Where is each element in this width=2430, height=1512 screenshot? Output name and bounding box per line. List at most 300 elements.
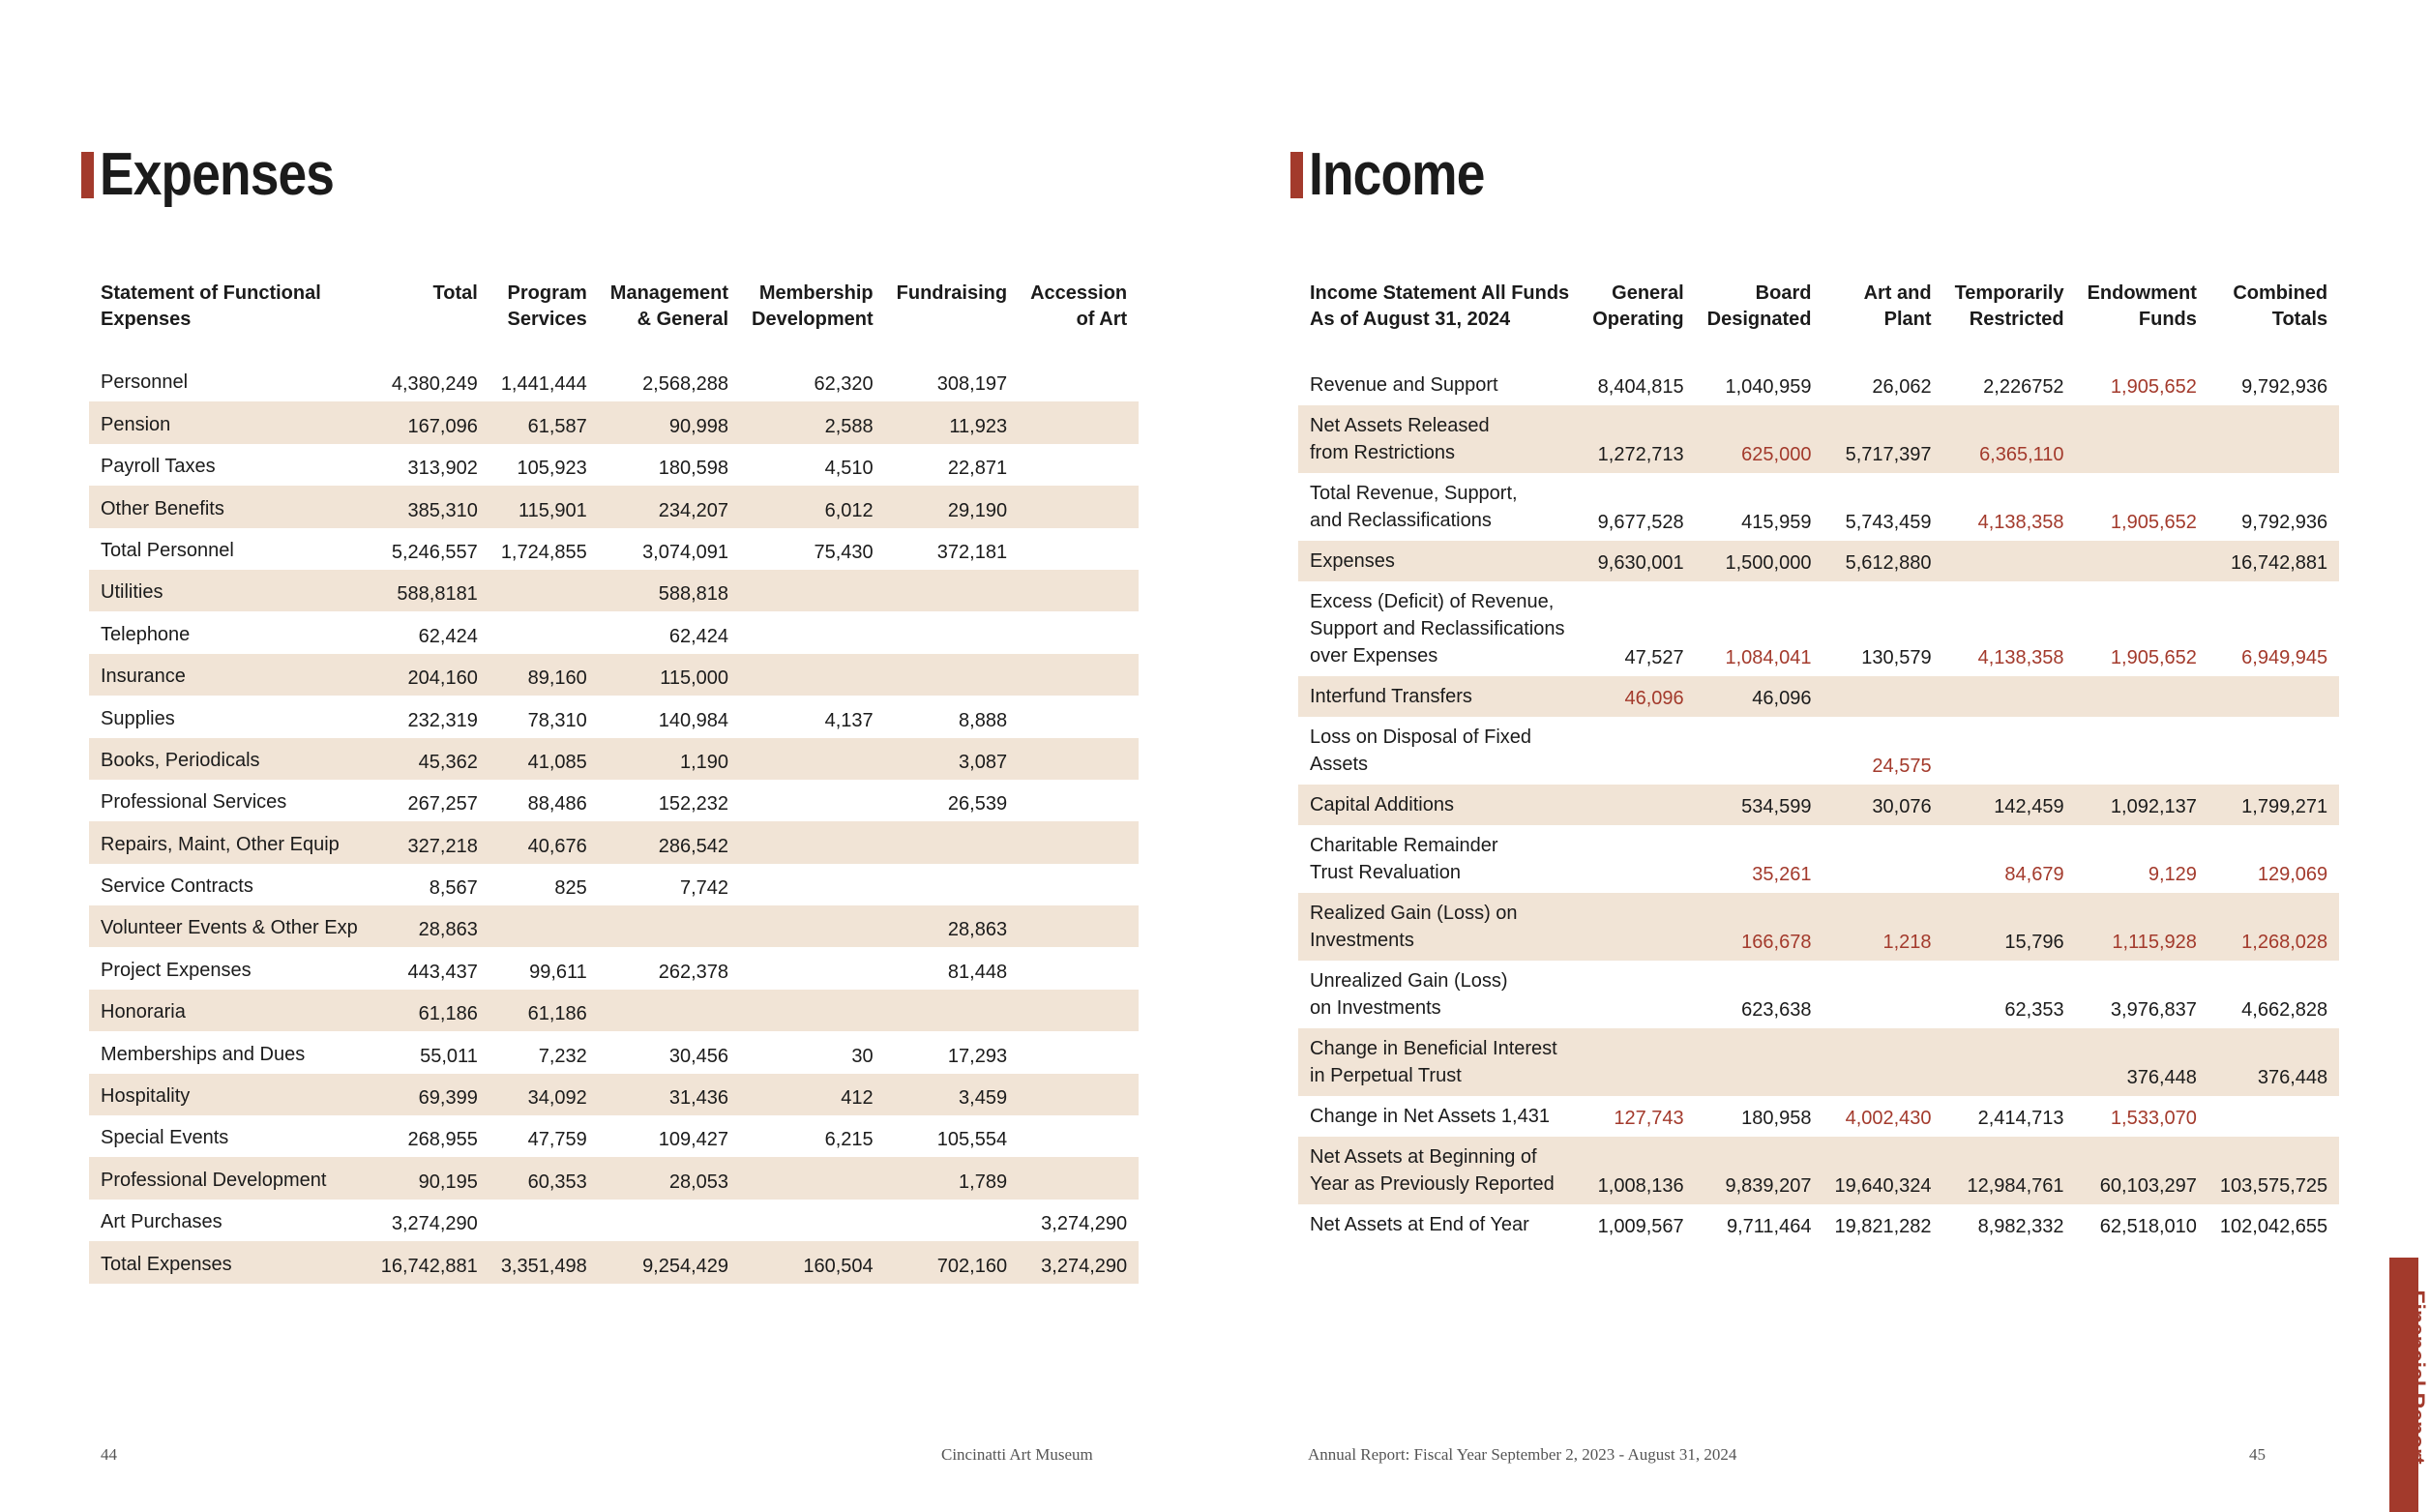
cell-value: 62,424	[668, 625, 729, 647]
cell-value: 2,414,713	[1977, 1108, 2064, 1129]
cell-value	[740, 570, 885, 611]
text-line: Support and Reclassifications	[1310, 618, 1565, 639]
row-label: Pension	[89, 401, 370, 443]
cell-value: 376,448	[2076, 1028, 2208, 1096]
cell-value: 34,092	[489, 1074, 599, 1115]
row-label: Payroll Taxes	[101, 456, 216, 478]
table-row	[1298, 717, 2339, 785]
cell-value: 588,818	[599, 570, 740, 611]
expenses-title: Expenses	[100, 141, 335, 208]
cell-value: 99,611	[529, 961, 587, 983]
cell-value: 22,871	[947, 458, 1008, 480]
text-line: Accession	[1030, 282, 1128, 304]
cell-value	[1019, 1115, 1139, 1157]
table-row	[89, 611, 1139, 653]
cell-value: 61,587	[489, 401, 599, 443]
cell-value: 9,630,001	[1581, 541, 1695, 581]
cell-value: 1,008,136	[1581, 1137, 1695, 1204]
cell-value: 28,863	[885, 905, 1019, 947]
text-line: Change in Net Assets 1,431	[1310, 1106, 1550, 1127]
cell-value	[1581, 961, 1695, 1028]
table-row	[1298, 473, 2339, 541]
text-line: on Investments	[1310, 997, 1441, 1019]
cell-value: 103,575,725	[2208, 1137, 2339, 1204]
cell-value	[1019, 654, 1139, 696]
table-row	[89, 444, 1139, 486]
cell-value: 702,160	[885, 1241, 1019, 1283]
cell-value: 1,115,928	[2076, 893, 2208, 961]
accent-bar	[1290, 152, 1303, 198]
cell-value: 142,459	[1943, 785, 2076, 825]
cell-value: 1,218	[1822, 893, 1942, 961]
cell-value	[885, 570, 1019, 611]
table-row	[89, 1241, 1139, 1283]
cell-value: 180,958	[1741, 1108, 1812, 1129]
table-row	[1298, 365, 2339, 405]
text-line: Realized Gain (Loss) on	[1310, 903, 1518, 924]
cell-value: 1,190	[599, 738, 740, 780]
cell-value: 152,232	[658, 793, 729, 815]
text-line: over Expenses	[1310, 645, 1438, 667]
cell-value: 6,365,110	[1943, 405, 2076, 473]
cell-value: 3,459	[885, 1074, 1019, 1115]
table-row	[89, 1074, 1139, 1115]
right-footer-text: Annual Report: Fiscal Year September 2, 2023 - August 31, 2024	[1308, 1445, 1737, 1464]
row-label	[1298, 581, 1581, 676]
cell-value: 28,863	[370, 905, 489, 947]
column-header	[1298, 281, 1581, 365]
expenses-table-body	[89, 360, 1139, 1284]
cell-value: 89,160	[489, 654, 599, 696]
cell-value: 376,448	[2208, 1028, 2339, 1096]
cell-value: 5,743,459	[1845, 512, 1932, 533]
table-row	[1298, 581, 2339, 676]
cell-value: 4,138,358	[1977, 512, 2064, 533]
cell-value	[885, 1200, 1019, 1241]
cell-value: 7,742	[679, 877, 729, 900]
row-label: Service Contracts	[101, 875, 253, 898]
cell-value	[1019, 360, 1139, 401]
text-line: Totals	[2271, 309, 2328, 330]
cell-value	[1019, 570, 1139, 611]
cell-value: 825	[554, 877, 587, 900]
cell-value	[599, 1200, 740, 1241]
income-title: Income	[1309, 141, 1485, 208]
cell-value	[740, 990, 885, 1031]
cell-value	[1581, 785, 1695, 825]
cell-value: 267,257	[407, 793, 478, 815]
table-row	[89, 821, 1139, 863]
column-header	[2076, 281, 2208, 365]
cell-value	[1019, 611, 1139, 653]
text-line: Capital Additions	[1310, 794, 1454, 815]
cell-value	[740, 611, 885, 653]
text-line: Net Assets at Beginning of	[1310, 1146, 1537, 1168]
cell-value	[740, 654, 885, 696]
text-line: Investments	[1310, 930, 1414, 951]
cell-value: 1,268,028	[2208, 893, 2339, 961]
cell-value	[599, 905, 740, 947]
cell-value	[1019, 780, 1139, 821]
text-line: Program	[507, 282, 587, 304]
cell-value: 180,598	[658, 458, 729, 480]
income-table	[1298, 281, 2339, 1245]
cell-value: 6,012	[740, 486, 885, 527]
cell-value: 8,982,332	[1977, 1216, 2064, 1237]
row-label: Art Purchases	[101, 1211, 222, 1233]
cell-value	[740, 864, 885, 905]
row-label	[1298, 961, 1581, 1028]
table-row	[89, 360, 1139, 401]
cell-value: 30,456	[668, 1045, 729, 1067]
cell-value: 385,310	[370, 486, 489, 527]
cell-value: 1,500,000	[1696, 541, 1823, 581]
table-row	[89, 990, 1139, 1031]
cell-value: 268,955	[407, 1129, 478, 1151]
cell-value: 46,096	[1581, 676, 1695, 717]
cell-value	[1943, 676, 2076, 717]
cell-value	[1019, 696, 1139, 737]
cell-value	[740, 1200, 885, 1241]
text-line: Board	[1755, 282, 1812, 304]
cell-value: 105,554	[936, 1129, 1008, 1151]
cell-value	[885, 864, 1019, 905]
cell-value: 115,000	[599, 654, 740, 696]
text-line: Statement of Functional	[101, 282, 321, 304]
cell-value: 61,186	[370, 990, 489, 1031]
cell-value: 9,254,429	[599, 1241, 740, 1283]
row-label: Books, Periodicals	[89, 738, 370, 780]
row-label: Volunteer Events & Other Exp	[89, 905, 370, 947]
expenses-table-header	[89, 281, 1139, 360]
cell-value: 8,567	[429, 877, 478, 900]
cell-value: 3,274,290	[1041, 1213, 1128, 1235]
cell-value: 88,486	[527, 793, 587, 815]
cell-value: 9,129	[2148, 864, 2197, 885]
column-header	[1943, 281, 2076, 365]
cell-value: 3,351,498	[489, 1241, 599, 1283]
text-line: General	[1612, 282, 1684, 304]
text-line: Fundraising	[896, 282, 1008, 304]
cell-value: 443,437	[407, 961, 478, 983]
text-line: Total	[432, 282, 478, 304]
cell-value: 11,923	[885, 401, 1019, 443]
text-line: Total Revenue, Support,	[1310, 483, 1518, 504]
cell-value: 6,949,945	[2241, 647, 2328, 668]
text-line: Expenses	[1310, 550, 1395, 572]
text-line: Revenue and Support	[1310, 374, 1498, 396]
cell-value: 30	[851, 1045, 874, 1067]
text-line: Endowment	[2087, 282, 2197, 304]
cell-value: 372,181	[936, 541, 1008, 563]
column-header	[740, 281, 885, 360]
income-heading	[1290, 141, 1513, 209]
row-label: Honoraria	[89, 990, 370, 1031]
column-header	[885, 281, 1019, 360]
cell-value: 167,096	[370, 401, 489, 443]
text-line: Trust Revaluation	[1310, 862, 1461, 883]
cell-value: 232,319	[407, 709, 478, 731]
cell-value: 1,533,070	[2110, 1108, 2197, 1129]
cell-value: 160,504	[740, 1241, 885, 1283]
cell-value	[2076, 676, 2208, 717]
cell-value: 102,042,655	[2219, 1216, 2328, 1237]
row-label: Hospitality	[89, 1074, 370, 1115]
cell-value: 234,207	[599, 486, 740, 527]
cell-value: 3,087	[885, 738, 1019, 780]
row-label	[1298, 1204, 1581, 1245]
cell-value: 166,678	[1696, 893, 1823, 961]
row-label	[1298, 1096, 1581, 1137]
cell-value: 2,588	[740, 401, 885, 443]
cell-value	[1696, 717, 1823, 785]
cell-value: 84,679	[2004, 864, 2064, 885]
cell-value: 1,799,271	[2208, 785, 2339, 825]
cell-value: 4,510	[824, 458, 874, 480]
cell-value: 5,717,397	[1822, 405, 1942, 473]
table-row	[1298, 676, 2339, 717]
cell-value	[1019, 444, 1139, 486]
left-footer-text: Cincinatti Art Museum	[941, 1445, 1093, 1464]
cell-value: 60,103,297	[2076, 1137, 2208, 1204]
row-label	[1298, 541, 1581, 581]
cell-value: 16,742,881	[2208, 541, 2339, 581]
table-row	[1298, 1028, 2339, 1096]
cell-value	[1019, 821, 1139, 863]
cell-value	[1822, 1028, 1942, 1096]
cell-value: 16,742,881	[370, 1241, 489, 1283]
row-label: Project Expenses	[101, 959, 252, 981]
cell-value: 286,542	[599, 821, 740, 863]
cell-value: 1,084,041	[1725, 647, 1812, 668]
cell-value	[1019, 947, 1139, 989]
column-header	[89, 281, 370, 360]
text-line: from Restrictions	[1310, 442, 1456, 463]
cell-value: 625,000	[1696, 405, 1823, 473]
cell-value: 46,096	[1696, 676, 1823, 717]
row-label: Repairs, Maint, Other Equip	[89, 821, 370, 863]
table-row	[89, 654, 1139, 696]
row-label: Total Personnel	[101, 539, 234, 561]
cell-value: 3,976,837	[2110, 999, 2197, 1021]
cell-value: 204,160	[370, 654, 489, 696]
cell-value: 327,218	[370, 821, 489, 863]
cell-value	[885, 654, 1019, 696]
text-line: Year as Previously Reported	[1310, 1173, 1555, 1195]
cell-value	[740, 905, 885, 947]
cell-value	[1943, 1028, 2076, 1096]
row-label: Total Expenses	[89, 1241, 370, 1283]
cell-value: 55,011	[420, 1045, 478, 1067]
expenses-heading	[81, 141, 372, 209]
table-row	[1298, 405, 2339, 473]
cell-value: 9,677,528	[1597, 512, 1684, 533]
row-label	[1298, 893, 1581, 961]
row-label: Utilities	[89, 570, 370, 611]
cell-value: 26,062	[1872, 376, 1932, 398]
cell-value	[1019, 1074, 1139, 1115]
cell-value: 1,724,855	[500, 541, 587, 563]
cell-value: 24,575	[1872, 756, 1932, 777]
table-row	[89, 947, 1139, 989]
text-line: Membership	[758, 282, 874, 304]
cell-value: 1,905,652	[2110, 647, 2197, 668]
income-table-header	[1298, 281, 2339, 365]
cell-value: 9,839,207	[1696, 1137, 1823, 1204]
cell-value	[1581, 1028, 1695, 1096]
expenses-table	[89, 281, 1139, 1284]
column-header	[1019, 281, 1139, 360]
cell-value: 415,959	[1741, 512, 1812, 533]
cell-value: 35,261	[1752, 864, 1812, 885]
cell-value: 1,905,652	[2110, 376, 2197, 398]
cell-value: 78,310	[527, 709, 587, 731]
table-row	[89, 486, 1139, 527]
cell-value	[489, 570, 599, 611]
cell-value	[1696, 1028, 1823, 1096]
row-label	[1298, 717, 1581, 785]
table-row	[1298, 961, 2339, 1028]
text-line: Expenses	[101, 309, 192, 330]
cell-value	[740, 738, 885, 780]
cell-value: 3,274,290	[391, 1213, 478, 1235]
table-row	[1298, 541, 2339, 581]
text-line: in Perpetual Trust	[1310, 1065, 1462, 1086]
cell-value: 1,441,444	[500, 373, 587, 396]
cell-value: 1,789	[885, 1157, 1019, 1199]
cell-value: 69,399	[370, 1074, 489, 1115]
text-line: Excess (Deficit) of Revenue,	[1310, 591, 1555, 612]
cell-value	[1581, 825, 1695, 893]
cell-value: 3,274,290	[1019, 1241, 1139, 1283]
cell-value: 41,085	[489, 738, 599, 780]
cell-value: 4,002,430	[1845, 1108, 1932, 1129]
cell-value: 308,197	[936, 373, 1008, 396]
text-line: Services	[507, 309, 587, 330]
cell-value	[489, 611, 599, 653]
income-table-body	[1298, 365, 2339, 1245]
cell-value: 1,009,567	[1597, 1216, 1684, 1237]
row-label: Professional Services	[101, 791, 287, 814]
cell-value: 129,069	[2257, 864, 2328, 885]
cell-value	[1581, 893, 1695, 961]
table-row	[89, 1115, 1139, 1157]
cell-value: 4,380,249	[391, 373, 478, 396]
cell-value	[885, 611, 1019, 653]
cell-value: 90,195	[370, 1157, 489, 1199]
cell-value: 534,599	[1696, 785, 1823, 825]
text-line: Restricted	[1969, 309, 2064, 330]
cell-value	[1943, 717, 2076, 785]
cell-value: 1,040,959	[1725, 376, 1812, 398]
cell-value: 588,8181	[370, 570, 489, 611]
cell-value: 4,137	[824, 709, 874, 731]
cell-value	[489, 1200, 599, 1241]
cell-value: 3,074,091	[642, 541, 729, 563]
cell-value: 47,759	[527, 1129, 587, 1151]
text-line: Charitable Remainder	[1310, 835, 1498, 856]
column-header	[599, 281, 740, 360]
cell-value: 60,353	[489, 1157, 599, 1199]
column-header	[370, 281, 489, 360]
row-label	[1298, 1137, 1581, 1204]
cell-value: 105,923	[517, 458, 587, 480]
text-line: Funds	[2138, 309, 2197, 330]
cell-value	[1943, 541, 2076, 581]
column-header	[489, 281, 599, 360]
cell-value	[740, 947, 885, 989]
cell-value: 62,353	[2004, 999, 2064, 1021]
column-header	[2208, 281, 2339, 365]
table-row	[89, 780, 1139, 821]
row-label: Memberships and Dues	[101, 1043, 306, 1065]
table-row	[89, 401, 1139, 443]
cell-value: 17,293	[947, 1045, 1008, 1067]
cell-value: 45,362	[370, 738, 489, 780]
row-label: Supplies	[101, 707, 175, 729]
text-line: Net Assets Released	[1310, 415, 1490, 436]
cell-value: 1,092,137	[2076, 785, 2208, 825]
cell-value: 9,792,936	[2241, 512, 2328, 533]
text-line: & General	[637, 309, 729, 330]
table-row	[1298, 893, 2339, 961]
table-row	[89, 1200, 1139, 1241]
cell-value: 40,676	[489, 821, 599, 863]
left-page-number: 44	[101, 1445, 117, 1464]
section-tab-label: Financial Report	[2404, 1290, 2430, 1465]
text-line: Art and	[1863, 282, 1932, 304]
table-row	[89, 905, 1139, 947]
table-row	[89, 696, 1139, 737]
row-label	[1298, 1028, 1581, 1096]
cell-value: 19,821,282	[1834, 1216, 1932, 1237]
cell-value: 9,711,464	[1726, 1216, 1812, 1237]
text-line: Change in Beneficial Interest	[1310, 1038, 1557, 1059]
cell-value	[885, 821, 1019, 863]
cell-value	[2208, 676, 2339, 717]
cell-value: 75,430	[814, 541, 874, 563]
cell-value: 115,901	[489, 486, 599, 527]
cell-value	[1822, 676, 1942, 717]
cell-value: 5,612,880	[1822, 541, 1942, 581]
cell-value: 61,186	[489, 990, 599, 1031]
cell-value	[1019, 905, 1139, 947]
cell-value: 7,232	[538, 1045, 587, 1067]
row-label	[1298, 405, 1581, 473]
cell-value	[1019, 401, 1139, 443]
text-line: Assets	[1310, 754, 1369, 775]
cell-value: 6,215	[824, 1129, 874, 1151]
text-line: Interfund Transfers	[1310, 686, 1472, 707]
cell-value: 623,638	[1741, 999, 1812, 1021]
cell-value: 29,190	[885, 486, 1019, 527]
table-row	[89, 1157, 1139, 1199]
text-line: Income Statement All Funds	[1310, 282, 1570, 304]
cell-value: 140,984	[658, 709, 729, 731]
text-line: Development	[752, 309, 874, 330]
cell-value	[1019, 1031, 1139, 1073]
cell-value: 28,053	[599, 1157, 740, 1199]
row-label	[1298, 785, 1581, 825]
text-line: Net Assets at End of Year	[1310, 1214, 1529, 1235]
cell-value: 2,568,288	[642, 373, 729, 396]
text-line: Designated	[1706, 309, 1812, 330]
cell-value: 19,640,324	[1822, 1137, 1942, 1204]
cell-value: 9,792,936	[2241, 376, 2328, 398]
cell-value	[2076, 541, 2208, 581]
row-label	[1298, 365, 1581, 405]
cell-value	[1581, 717, 1695, 785]
